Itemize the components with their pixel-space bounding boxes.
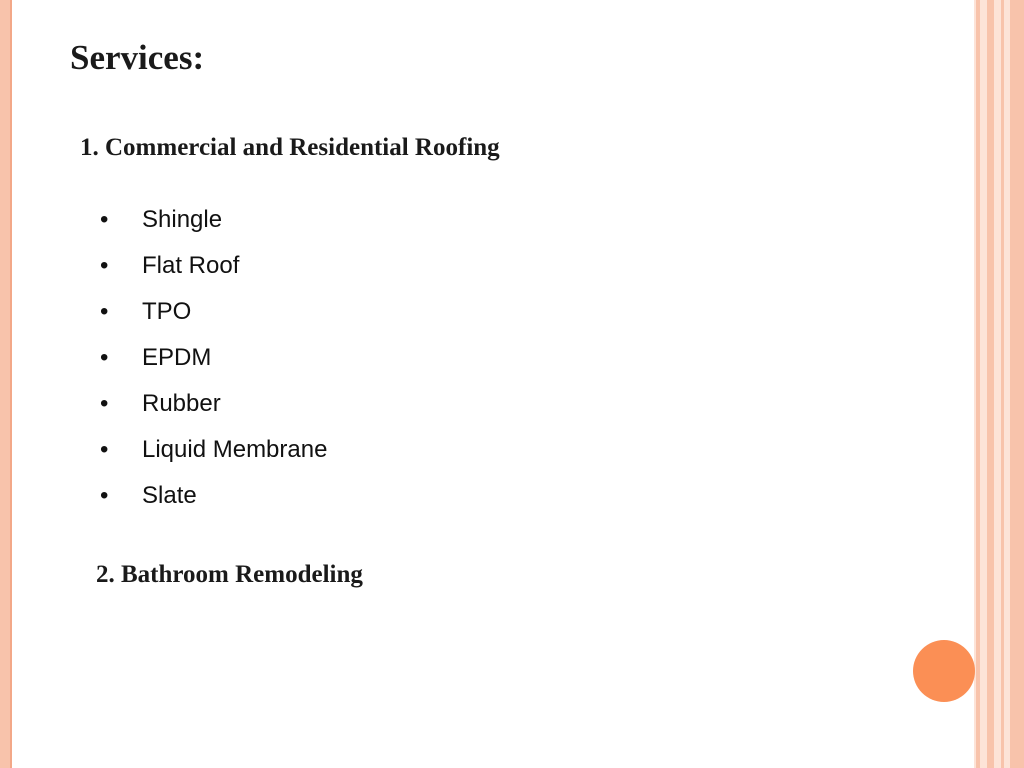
- list-item-label: Flat Roof: [142, 252, 240, 279]
- list-item-label: Slate: [142, 482, 197, 509]
- slide-title: Services:: [70, 38, 205, 77]
- bullet-icon: •: [100, 206, 109, 233]
- list-item-label: EPDM: [142, 344, 212, 371]
- bullet-icon: •: [100, 436, 109, 463]
- bullet-icon: •: [100, 252, 109, 279]
- bullet-icon: •: [100, 344, 109, 371]
- list-item: [100, 480, 327, 526]
- roofing-types-list: [100, 204, 327, 526]
- right-frame-stripe: [1010, 0, 1024, 768]
- list-item: [100, 342, 327, 388]
- right-frame-stripe: [987, 0, 994, 768]
- list-item-label: TPO: [142, 298, 192, 325]
- list-item-label: Rubber: [142, 390, 221, 417]
- list-item: [100, 434, 327, 480]
- right-frame-stripe: [976, 0, 980, 768]
- list-item: [100, 296, 327, 342]
- bullet-icon: •: [100, 482, 109, 509]
- list-item-label: Liquid Membrane: [142, 436, 328, 463]
- section-heading-roofing: 1. Commercial and Residential Roofing: [80, 134, 500, 161]
- list-item: [100, 250, 327, 296]
- list-item: [100, 204, 327, 250]
- list-item: [100, 388, 327, 434]
- left-frame-border: [0, 0, 10, 768]
- list-item-label: Shingle: [142, 206, 223, 233]
- left-frame-line: [10, 0, 12, 768]
- section-heading-bathroom: 2. Bathroom Remodeling: [96, 561, 363, 588]
- bullet-icon: •: [100, 298, 109, 325]
- right-frame-stripe: [1001, 0, 1004, 768]
- accent-circle: [913, 640, 975, 702]
- bullet-icon: •: [100, 390, 109, 417]
